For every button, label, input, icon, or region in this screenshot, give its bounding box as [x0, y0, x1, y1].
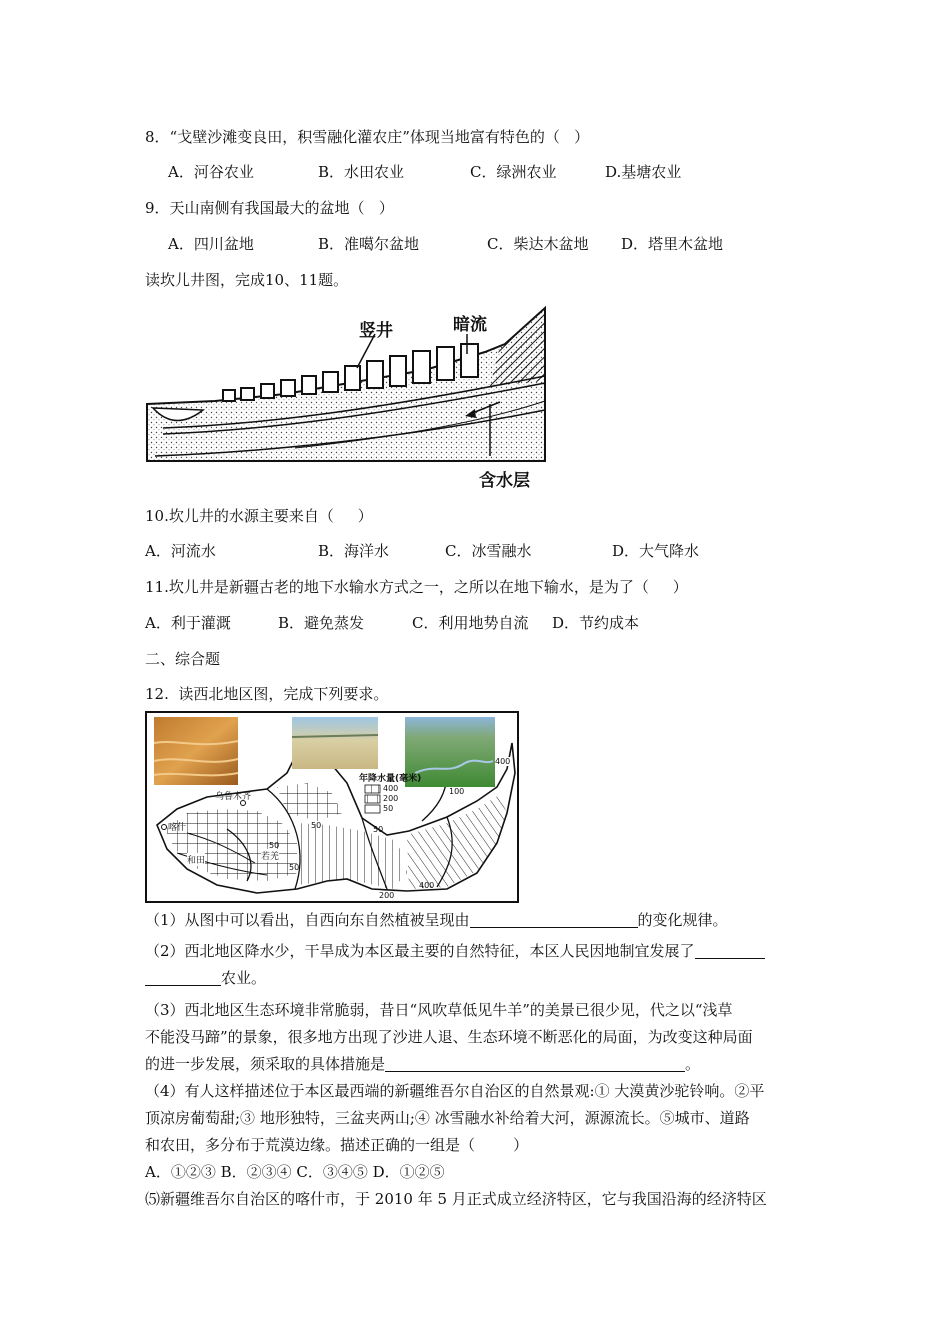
- answer-blank-1[interactable]: [470, 911, 638, 928]
- q9-option-a: A．四川盆地: [168, 235, 254, 253]
- q8-option-d: D.基塘农业: [605, 163, 682, 181]
- isoline-label-7: 400: [419, 881, 435, 890]
- q8-option-a: A．河谷农业: [168, 163, 254, 181]
- q10-option-d: D．大气降水: [612, 542, 700, 560]
- q11-option-a: A．利于灌溉: [145, 614, 231, 632]
- q9-option-d: D．塔里木盆地: [621, 235, 724, 253]
- q12-stem: 12. 读西北地区图，完成下列要求。: [145, 685, 389, 703]
- q12-part4-line3: 和农田，多分布于荒漠边缘。描述正确的一组是（ ）: [145, 1136, 529, 1154]
- label-underflow: 暗流: [453, 315, 487, 335]
- answer-blank-2b[interactable]: [145, 969, 221, 986]
- q9-option-b: B．准噶尔盆地: [318, 235, 420, 253]
- isoline-label-8: 200: [379, 891, 395, 900]
- isoline-label-1: 50: [311, 821, 322, 830]
- label-shaft: 竖井: [359, 321, 393, 341]
- city-ruoqiang: 若羌: [261, 849, 279, 862]
- q12-part4-line1: （4）有人这样描述位于本区最西端的新疆维吾尔自治区的自然景观:① 大漠黄沙驼铃响。②平: [145, 1082, 765, 1100]
- isoline-label-6: 400: [495, 757, 511, 766]
- city-urumqi: 乌鲁木齐: [215, 792, 252, 802]
- karez-intro: 读坎儿井图，完成10、11题。: [145, 271, 349, 289]
- q10-option-a: A．河流水: [145, 542, 216, 560]
- isoline-label-5: 100: [449, 787, 465, 796]
- q10-option-b: B．海洋水: [318, 542, 390, 560]
- legend-value-400: 400: [383, 784, 399, 793]
- city-kashgar: 喀什: [168, 823, 187, 833]
- legend-value-200: 200: [383, 794, 399, 803]
- q11-stem: 11.坎儿井是新疆古老的地下水输水方式之一，之所以在地下输水，是为了（ ）: [145, 578, 688, 596]
- q12-part2-cont: 农业。: [145, 967, 266, 989]
- q8-option-c: C．绿洲农业: [470, 163, 557, 181]
- isoline-label-2: 50: [269, 841, 280, 850]
- q12-part4-options: A．①②③ B．②③④ C．③④⑤ D．①②⑤: [145, 1163, 445, 1181]
- section-heading: 二、综合题: [145, 650, 221, 668]
- q12-part2: （2）西北地区降水少，干旱成为本区最主要的自然特征，本区人民因地制宜发展了: [145, 940, 765, 962]
- q12-part5-line1: ⑸新疆维吾尔自治区的喀什市，于 2010 年 5 月正式成立经济特区，它与我国沿海的经济特区: [145, 1190, 767, 1208]
- q12-part3-line2: 不能没马蹄”的景象，很多地方出现了沙进人退、生态环境不断恶化的局面，为改变这种局面: [145, 1028, 753, 1046]
- q8-option-b: B．水田农业: [318, 163, 405, 181]
- label-aquifer: 含水层: [479, 471, 530, 491]
- karez-diagram: [145, 306, 550, 491]
- q10-option-c: C．冰雪融水: [445, 542, 532, 560]
- answer-blank-2a[interactable]: [695, 942, 765, 959]
- q12-part3-line1: （3）西北地区生态环境非常脆弱，昔日“风吹草低见牛羊”的美景已很少见，代之以“浅草: [145, 1001, 733, 1019]
- q12-part3-line3: 的进一步发展，须采取的具体措施是 。: [145, 1055, 701, 1073]
- legend-title: 年降水量(毫米): [359, 774, 422, 784]
- q11-option-d: D．节约成本: [552, 614, 640, 632]
- city-hotan: 和田: [187, 853, 205, 866]
- isoline-label-4: 50: [373, 825, 384, 834]
- legend-value-50: 50: [383, 804, 394, 813]
- isoline-label-3: 50: [289, 863, 300, 872]
- q9-stem: 9．天山南侧有我国最大的盆地（ ）: [145, 199, 394, 217]
- q11-option-b: B．避免蒸发: [278, 614, 365, 632]
- q10-stem: 10.坎儿井的水源主要来自（ ）: [145, 507, 373, 525]
- answer-blank-3[interactable]: [385, 1055, 685, 1072]
- q12-part4-line2: 顶凉房葡萄甜;③ 地形独特，三盆夹两山;④ 冰雪融水补给着大河，源源流长。⑤城市、道路: [145, 1109, 750, 1127]
- northwest-map: [145, 711, 519, 903]
- q12-part1: （1）从图中可以看出，自西向东自然植被呈现由 的变化规律。: [145, 911, 728, 929]
- q11-option-c: C．利用地势自流: [412, 614, 529, 632]
- q9-option-c: C．柴达木盆地: [487, 235, 589, 253]
- rainfall-legend-swatches: [365, 785, 380, 813]
- q8-stem: 8．“戈壁沙滩变良田，积雪融化灌农庄”体现当地富有特色的（ ）: [145, 128, 590, 146]
